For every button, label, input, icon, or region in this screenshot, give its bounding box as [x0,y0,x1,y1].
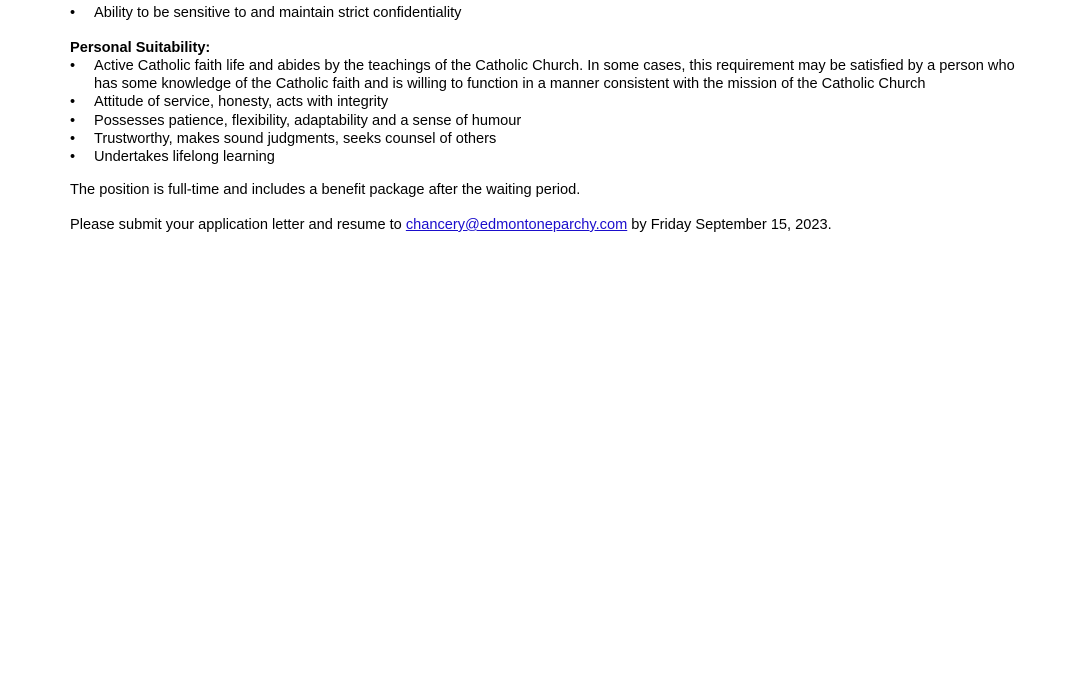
personal-suitability-heading: Personal Suitability: [70,40,211,56]
list-item [70,93,1020,111]
submit-text-after: by Friday September 15, 2023. [627,217,832,233]
bullet-icon: • [70,149,76,166]
list-item [70,57,1020,93]
bullet-icon: • [70,112,76,129]
list-item-text: Attitude of service, honesty, acts with integrity [94,94,389,111]
personal-suitability-list [70,57,1020,166]
list-item-text: Possesses patience, flexibility, adaptability and a sense of humour [94,112,522,129]
list-item-text: Undertakes lifelong learning [94,149,275,166]
submit-text-before: Please submit your application letter and resume to [70,217,406,233]
list-item-text: Trustworthy, makes sound judgments, seeks counsel of others [94,130,497,147]
email-link[interactable]: chancery@edmontoneparchy.com [405,217,628,233]
bullet-icon: • [70,58,76,74]
position-note: The position is full-time and includes a benefit package after the waiting period. [70,182,581,198]
list-item [70,148,1020,166]
bullet-icon: • [70,130,76,147]
list-item [70,130,1020,148]
submit-instructions [70,216,832,234]
list-item-text: Ability to be sensitive to and maintain strict confidentiality [94,5,462,21]
bullet-icon: • [70,94,76,111]
bullet-icon: • [70,5,76,21]
list-item [70,4,1020,22]
list-item-text: Active Catholic faith life and abides by the teachings of the Catholic Church. In some cases, this requirement may be satisfied by a person who has some knowledge of the Catholic faith and is willing to function in a manner consistent with the mission of the Catholic Church [94,58,1015,93]
list-item [70,112,1020,130]
qualifications-list [70,4,1020,22]
